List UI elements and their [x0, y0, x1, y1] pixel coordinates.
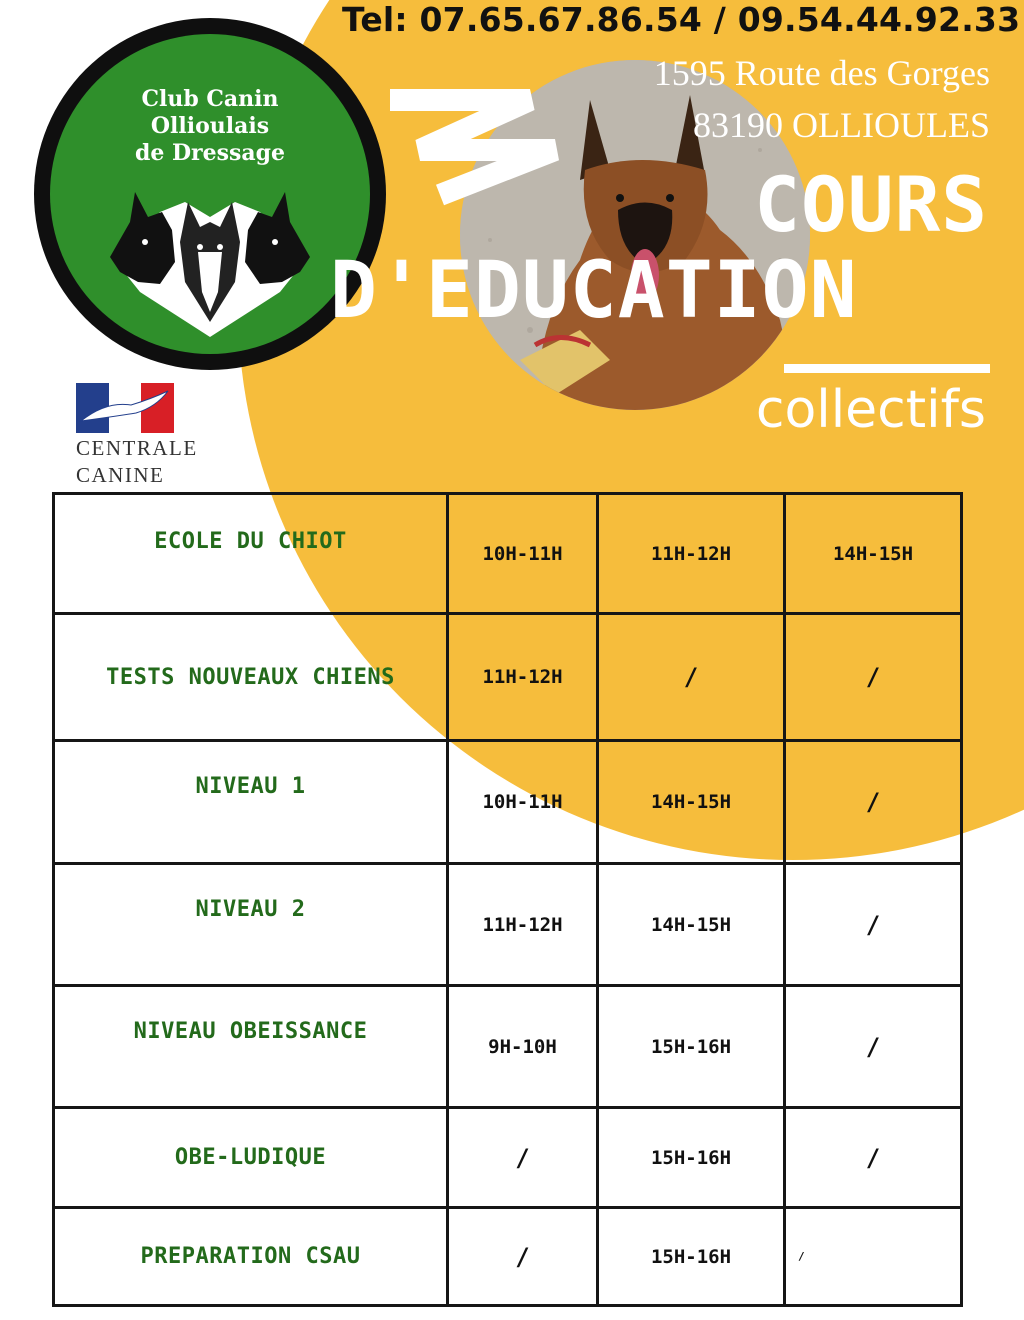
schedule-table	[52, 492, 963, 1307]
table-row	[54, 494, 962, 614]
slot-cell: 9H-10H	[448, 986, 598, 1108]
slot-cell: 11H-12H	[448, 864, 598, 986]
slot-cell: /	[598, 614, 785, 741]
slot-cell: /	[448, 1108, 598, 1208]
logo-line-1: Club Canin	[141, 86, 279, 112]
slot-cell: /	[785, 1108, 962, 1208]
slot-cell: /	[785, 986, 962, 1108]
slot-cell: 11H-12H	[448, 614, 598, 741]
slot-cell: 15H-16H	[598, 1108, 785, 1208]
slot-cell: /	[785, 741, 962, 864]
course-label: PREPARATION CSAU	[54, 1208, 448, 1306]
slot-cell: 14H-15H	[785, 494, 962, 614]
slot-cell: /	[785, 614, 962, 741]
centrale-canine-flag-icon	[76, 383, 174, 433]
slot-cell: /	[785, 1208, 962, 1306]
slot-cell: /	[448, 1208, 598, 1306]
table-row	[54, 614, 962, 741]
course-label: NIVEAU OBEISSANCE	[54, 986, 448, 1108]
title-line-2: D'EDUCATION	[330, 246, 858, 336]
slot-cell: 14H-15H	[598, 864, 785, 986]
zigzag-decoration	[380, 70, 580, 210]
slot-cell: 11H-12H	[598, 494, 785, 614]
phone-numbers: Tel: 07.65.67.86.54 / 09.54.44.92.33	[342, 0, 1021, 39]
centrale-label: CENTRALE	[76, 436, 198, 460]
address-city: 83190 OLLIOULES	[693, 105, 990, 145]
logo-line-3: de Dressage	[134, 140, 286, 166]
slot-cell: 14H-15H	[598, 741, 785, 864]
three-dogs-icon	[100, 172, 320, 342]
course-label: NIVEAU 1	[54, 741, 448, 864]
table-row	[54, 1108, 962, 1208]
subtitle: collectifs	[755, 380, 986, 440]
slot-cell: 15H-16H	[598, 1208, 785, 1306]
title-line-1: COURS	[754, 160, 988, 249]
address-street: 1595 Route des Gorges	[653, 53, 990, 93]
table-row	[54, 1208, 962, 1306]
table-row	[54, 864, 962, 986]
course-label: ECOLE DU CHIOT	[54, 494, 448, 614]
table-row	[54, 986, 962, 1108]
course-label: OBE-LUDIQUE	[54, 1108, 448, 1208]
table-row	[54, 741, 962, 864]
slot-cell: 10H-11H	[448, 741, 598, 864]
centrale-canine-logo	[76, 383, 198, 487]
title-divider	[784, 364, 990, 373]
slot-cell: 10H-11H	[448, 494, 598, 614]
course-label: NIVEAU 2	[54, 864, 448, 986]
canine-label: CANINE	[76, 463, 165, 487]
slot-cell: 15H-16H	[598, 986, 785, 1108]
course-label: TESTS NOUVEAUX CHIENS	[54, 614, 448, 741]
slot-cell: /	[785, 864, 962, 986]
logo-line-2: Ollioulais	[150, 113, 270, 139]
